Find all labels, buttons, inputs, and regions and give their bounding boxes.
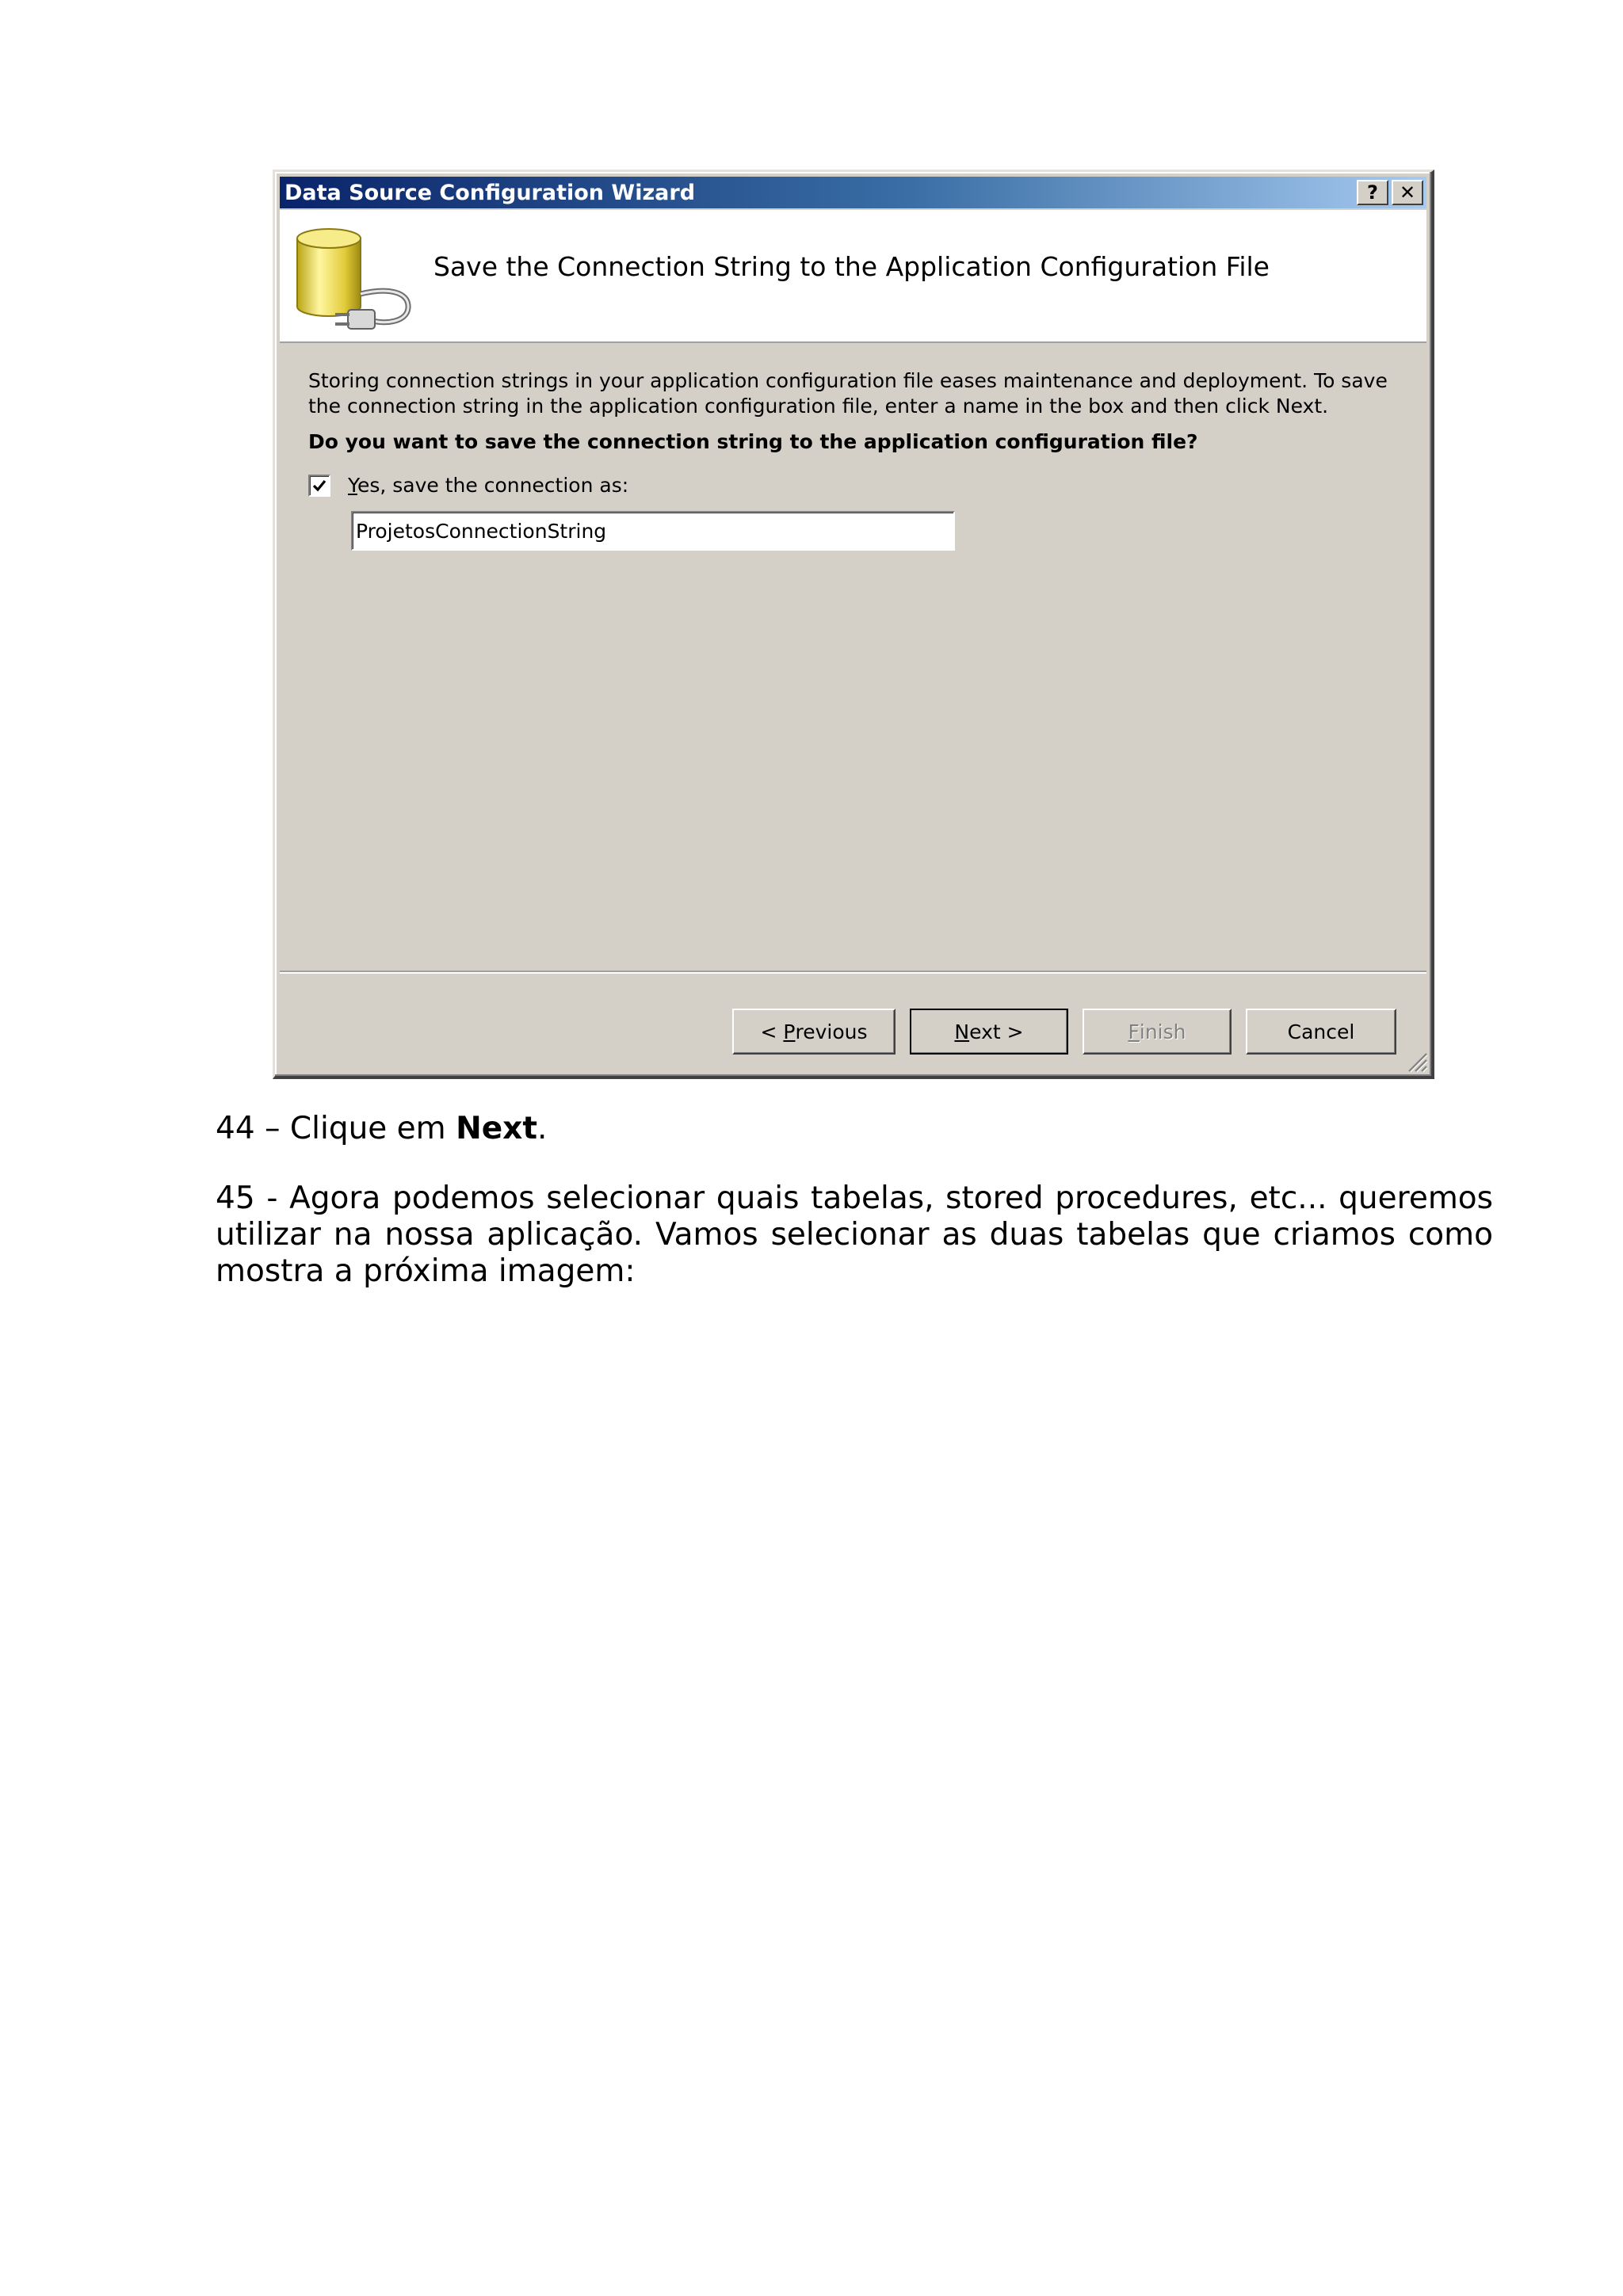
window-title: Data Source Configuration Wizard	[285, 180, 696, 205]
wizard-step-title: Save the Connection String to the Application Configuration File	[433, 251, 1270, 282]
question-text: Do you want to save the connection string to the application configuration file?	[308, 430, 1198, 453]
next-emphasis: Next	[456, 1111, 537, 1146]
resize-grip-icon[interactable]	[1404, 1049, 1428, 1073]
cancel-button[interactable]: Cancel	[1246, 1009, 1396, 1055]
help-button[interactable]	[1357, 180, 1388, 205]
wizard-buttons	[732, 1009, 1396, 1055]
save-connection-label[interactable]: Yes, save the connection as:	[348, 474, 629, 497]
save-connection-checkbox[interactable]	[308, 475, 330, 497]
description-text: Storing connection strings in your application configuration file eases maintenance and deployment. To save the connection string in the application configuration file, enter a name in the box and then click Next.	[308, 369, 1388, 418]
close-button[interactable]	[1392, 180, 1423, 205]
checkmark-icon	[311, 478, 327, 494]
footer-separator	[280, 971, 1426, 974]
wizard-dialog	[273, 170, 1434, 1079]
close-icon: ✕	[1399, 181, 1416, 204]
connection-name-input[interactable]	[351, 511, 955, 551]
finish-button[interactable]: F inish	[1083, 1009, 1232, 1055]
save-connection-option[interactable]	[308, 474, 1400, 497]
wizard-content	[308, 368, 1400, 551]
wizard-header	[280, 210, 1426, 343]
next-button[interactable]: N ext >	[910, 1009, 1068, 1055]
help-icon: ?	[1367, 181, 1378, 204]
title-buttons	[1357, 180, 1423, 205]
previous-button[interactable]: < P revious	[732, 1009, 896, 1055]
title-bar[interactable]	[280, 177, 1426, 208]
database-plug-icon	[291, 224, 418, 335]
step-45-paragraph: 45 - Agora podemos selecionar quais tabelas, stored procedures, etc... queremos utilizar na nossa aplicação. Vamos selecionar as duas tabelas que criamos como mostra a próxima imagem:	[216, 1180, 1493, 1289]
step-44-paragraph: 44 – Clique em Next.	[216, 1111, 548, 1146]
